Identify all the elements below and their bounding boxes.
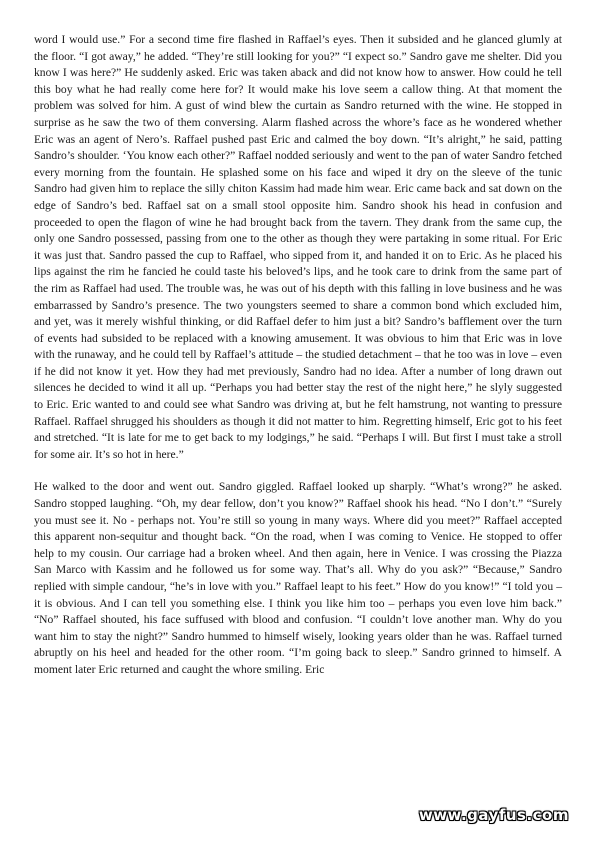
document-page — [34, 32, 562, 679]
body-paragraph-1: word I would use.” For a second time fire flashed in Raffael’s eyes. Then it subsided and he glanced glumly at the floor. “I got away,” he added. “They’re still looking for you?” “I expect so.” Sandro gave me shelter. Did you know I was here?” He suddenly asked. Eric was taken aback and did not know how to answer. How could he tell this boy what he had really come here for? It would make his love seem a callow thing. At that moment the problem was solved for him. A gust of wind blew the curtain as Sandro returned with the wine. He stopped in surprise as he saw the two of them conversing. Alarm flashed across the whore’s face as he wondered whether Eric was an agent of Nero’s. Raffael pushed past Eric and calmed the boy down. “It’s alright,” he said, patting Sandro’s shoulder. ‘You know each other?” Raffael nodded seriously and went to the pan of water Sandro fetched every morning from the fountain. He splashed some on his face and wiped it dry on the sleeve of the tunic Sandro had given him to replace the silly chiton Kassim had made him wear. Eric came back and sat down on the edge of Sandro’s bed. Raffael sat on a small stool opposite him. Sandro shook his head in confusion and proceeded to open the flagon of wine he had brought back from the tavern. They drank from the same cup, the only one Sandro possessed, passing from one to the other as though they were partaking in some ritual. For Eric it was just that. Sandro passed the cup to Raffael, who sipped from it, and handed it on to Eric. As he placed his lips against the rim he fancied he could taste his beloved’s lips, and he took care to drink from the same part of the rim as Raffael had used. The trouble was, he was out of his depth with this falling in love business and he was embarrassed by Sandro’s presence. The two youngsters seemed to share a common bond which excluded him, and yet, was it merely wishful thinking, or did Raffael defer to him just a bit? Sandro’s bafflement over the turn of events had subsided to be replaced with a knowing amusement. It was obvious to him that Eric was in love with the runaway, and he could tell by Raffael’s attitude – the studied detachment – that he too was in love – even if he did not know it yet. How they had met previously, Sandro had no idea. After a number of long drawn out silences he decided to wind it all up. “Perhaps you had better stay the rest of the night here,” he slyly suggested to Eric. Eric wanted to and could see what Sandro was driving at, but he felt hamstrung, not wanting to pressure Raffael. Raffael shrugged his shoulders as though it did not matter to him. Regretting himself, Eric got to his feet and stretched. “It is late for me to get back to my lodgings,” he said. “Perhaps I will. But first I must take a stroll for some air. It’s so hot in here.” — [34, 33, 562, 461]
body-paragraph-2: He walked to the door and went out. Sandro giggled. Raffael looked up sharply. “What’s wrong?” he asked. Sandro stopped laughing. “Oh, my dear fellow, don’t you know?” Raffael shook his head. “No I don’t.” “Surely you must see it. No - perhaps not. You’re still so young in many ways. Where did you meet?” Raffael accepted this apparent non-sequitur and thought back. “On the road, when I was coming to Venice. He stopped to offer help to my cousin. Our carriage had a broken wheel. And then again, here in Venice. I was crossing the Piazza San Marco with Kassim and he followed us for some way. That’s all. Why do you ask?” “Because,” Sandro replied with simple candour, “he’s in love with you.” Raffael leapt to his feet.” How do you know!” “I told you – it is obvious. And I can tell you something else. I think you like him too – perhaps you even love him back.” “No” Raffael shouted, his face suffused with blood and confusion. “I couldn’t love another man. Why do you want him to stay the night?” Sandro hummed to himself wisely, looking years older than he was. Raffael turned abruptly on his heel and headed for the other room. “I’m going back to sleep.” Sandro grinned to himself. A moment later Eric returned and caught the whore smiling. Eric — [34, 480, 562, 676]
site-watermark: www.gayfus.com — [418, 806, 569, 824]
